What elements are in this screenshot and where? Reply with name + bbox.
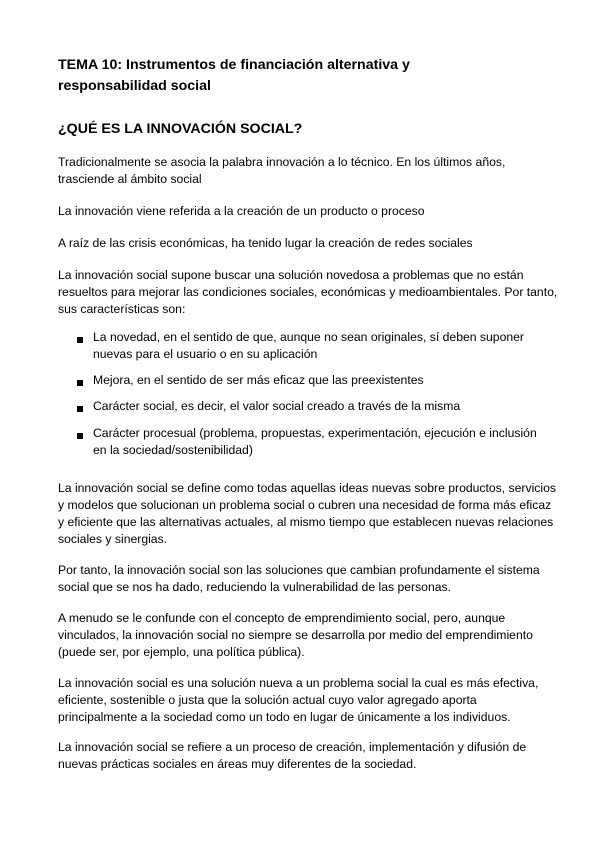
paragraph-crisis: A raíz de las crisis económicas, ha tenido lugar la creación de redes sociales [58,236,473,250]
paragraph-process: La innovación social se refiere a un proceso de creación, implementación y difusión de nuevas prácticas sociales en áreas muy diferentes de la sociedad. [58,740,527,771]
paragraph-intro: Tradicionalmente se asocia la palabra innovación a lo técnico. En los últimos años, trasciende al ámbito social [58,155,506,186]
paragraph-value: La innovación social es una solución nueva a un problema social la cual es más efectiva, eficiente, sostenible o justa que la solución actual cuyo valor agregado aporta principalmente a la sociedad como un todo en lugar de únicamente a los individuos. [58,676,539,724]
title-line-2: responsabilidad social [58,78,211,94]
list-item-text: La novedad, en el sentido de que, aunque no sean originales, sí deben suponer nuevas para el usuario o en su aplicación [93,330,524,361]
paragraph-entrepreneurship: A menudo se le confunde con el concepto de emprendimiento social, pero, aunque vinculados, la innovación social no siempre se desarrolla por medio del emprendimiento (puede ser, por ejemplo, una política pública). [58,611,533,659]
list-item-text: Carácter social, es decir, el valor social creado a través de la misma [93,399,461,413]
paragraph-definition-full: La innovación social se define como todas aquellas ideas nuevas sobre productos, servicios y modelos que solucionan un problema social o cubren una necesidad de forma más eficaz y eficiente que las alternativas actuales, al mismo tiempo que establecen nuevas relaciones sociales y sinergias. [58,481,556,546]
square-bullet-icon [77,433,83,439]
square-bullet-icon [77,380,83,386]
square-bullet-icon [77,406,83,412]
list-item-text: Carácter procesual (problema, propuestas, experimentación, ejecución e inclusión en la sociedad/sostenibilidad) [93,426,537,457]
paragraph-product: La innovación viene referida a la creación de un producto o proceso [58,204,425,218]
paragraph-definition: La innovación social supone buscar una solución novedosa a problemas que no están resueltos para mejorar las condiciones sociales, económicas y medioambientales. Por tanto, sus características son: [58,268,558,316]
list-item-text: Mejora, en el sentido de ser más eficaz que las preexistentes [93,373,424,387]
section-heading: ¿QUÉ ES LA INNOVACIÓN SOCIAL? [58,121,303,137]
title-line-1: TEMA 10: Instrumentos de financiación alternativa y [58,57,410,73]
paragraph-solutions: Por tanto, la innovación social son las soluciones que cambian profundamente el sistema social que se nos ha dado, reduciendo la vulnerabilidad de las personas. [58,563,540,594]
document-title [58,55,558,97]
square-bullet-icon [77,337,83,343]
